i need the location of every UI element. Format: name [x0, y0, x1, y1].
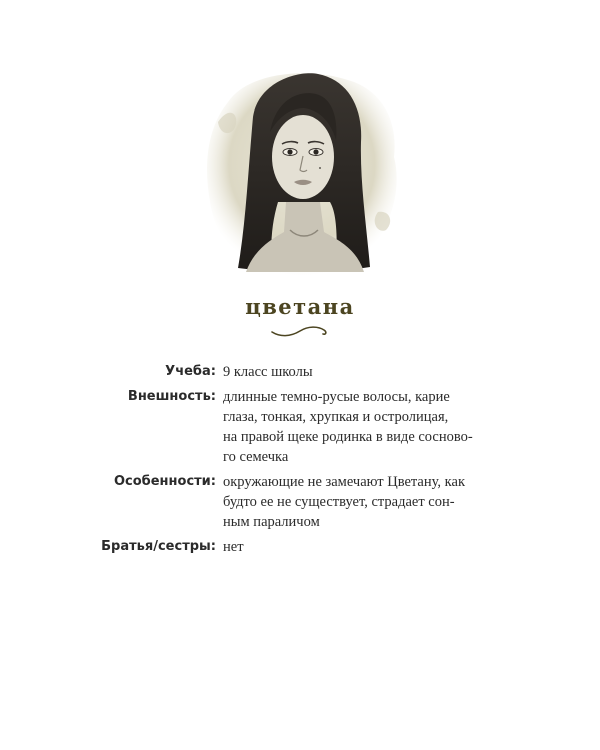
field-value [223, 362, 475, 382]
field-value [223, 387, 475, 467]
field-value [223, 472, 475, 532]
field-row-siblings [0, 537, 600, 557]
ornament-swash [270, 323, 332, 339]
character-portrait [198, 62, 408, 287]
field-row-features [0, 472, 600, 532]
field-value [223, 537, 475, 557]
field-label: Учеба: [165, 364, 216, 379]
field-label: Братья/сестры: [101, 539, 216, 554]
field-row-appearance [0, 387, 600, 467]
field-value-line: глаза, тонкая, хрупкая и остролицая, [223, 409, 449, 425]
field-value-line: го семечка [223, 449, 289, 465]
field-label: Внешность: [127, 389, 216, 404]
field-value-line: 9 класс школы [223, 364, 313, 380]
field-label: Особенности: [113, 474, 216, 489]
field-value-line: на правой щеке родинка в виде сосново- [223, 429, 473, 445]
field-value-line: окружающие не замечают Цветану, как [223, 474, 465, 490]
field-value-line: нет [223, 539, 244, 555]
field-value-line: будто ее не существует, страдает сон- [223, 494, 455, 510]
character-info [0, 362, 600, 562]
character-name: цветана [245, 294, 355, 319]
field-value-line: длинные темно-русые волосы, карие [223, 389, 450, 405]
field-value-line: ным параличом [223, 514, 320, 530]
field-row-study [0, 362, 600, 382]
